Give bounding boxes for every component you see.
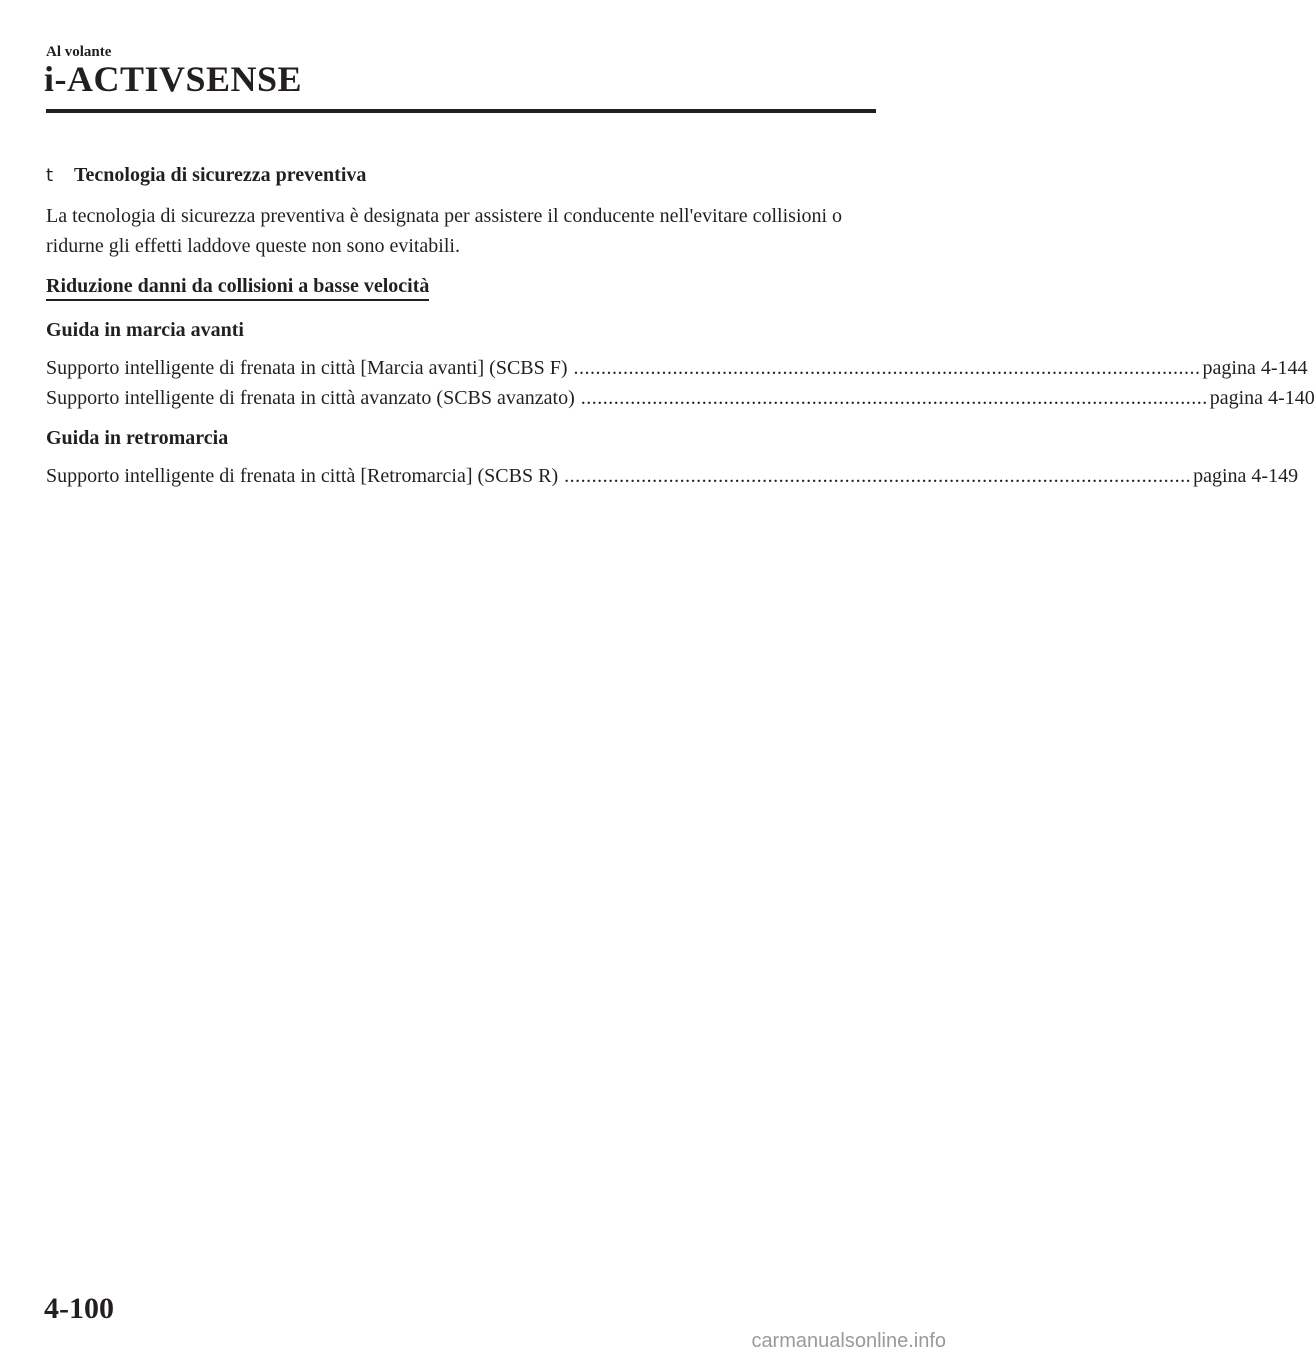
toc-entry-text: Supporto intelligente di frenata in città [Marcia avanti] (SCBS F)	[46, 357, 568, 379]
group-heading: Guida in marcia avanti	[46, 319, 244, 341]
page-number: 4-100	[44, 1292, 114, 1325]
toc-dot-leader: ..................................................................................................................	[573, 357, 1201, 379]
toc-entry[interactable]	[46, 383, 1315, 413]
toc-dot-leader: ..................................................................................................................	[564, 465, 1192, 487]
group-heading: Guida in retromarcia	[46, 427, 229, 449]
toc-page-reference[interactable]: pagina 4-140	[1209, 387, 1315, 409]
toc-entry-text: Supporto intelligente di frenata in città avanzato (SCBS avanzato)	[46, 387, 575, 409]
subheading-text: Tecnologia di sicurezza preventiva	[74, 164, 367, 186]
underlined-heading: Riduzione danni da collisioni a basse velocità	[46, 273, 429, 301]
toc-page-reference[interactable]: pagina 4-149	[1193, 465, 1299, 487]
page-content	[46, 160, 1315, 501]
chapter-label: Al volante	[46, 44, 112, 60]
watermark: carmanualsonline.info	[751, 1330, 946, 1352]
section-title: i-ACTIVSENSE	[44, 59, 303, 99]
subheading	[46, 160, 881, 191]
intro-paragraph: La tecnologia di sicurezza preventiva è designata per assistere il conducente nell'evitare collisioni o ridurne gli effetti laddove queste non sono evitabili.	[46, 205, 843, 257]
toc-page-reference[interactable]: pagina 4-144	[1202, 357, 1308, 379]
toc-entry[interactable]	[46, 353, 1308, 383]
toc-dot-leader: ..................................................................................................................	[580, 387, 1208, 409]
toc-group-forward	[46, 315, 1315, 413]
toc-group-reverse	[46, 423, 1299, 491]
bullet-marker-icon: t	[46, 165, 54, 186]
title-rule	[46, 109, 876, 113]
toc-entry[interactable]	[46, 461, 1299, 491]
toc-entry-text: Supporto intelligente di frenata in città [Retromarcia] (SCBS R)	[46, 465, 559, 487]
